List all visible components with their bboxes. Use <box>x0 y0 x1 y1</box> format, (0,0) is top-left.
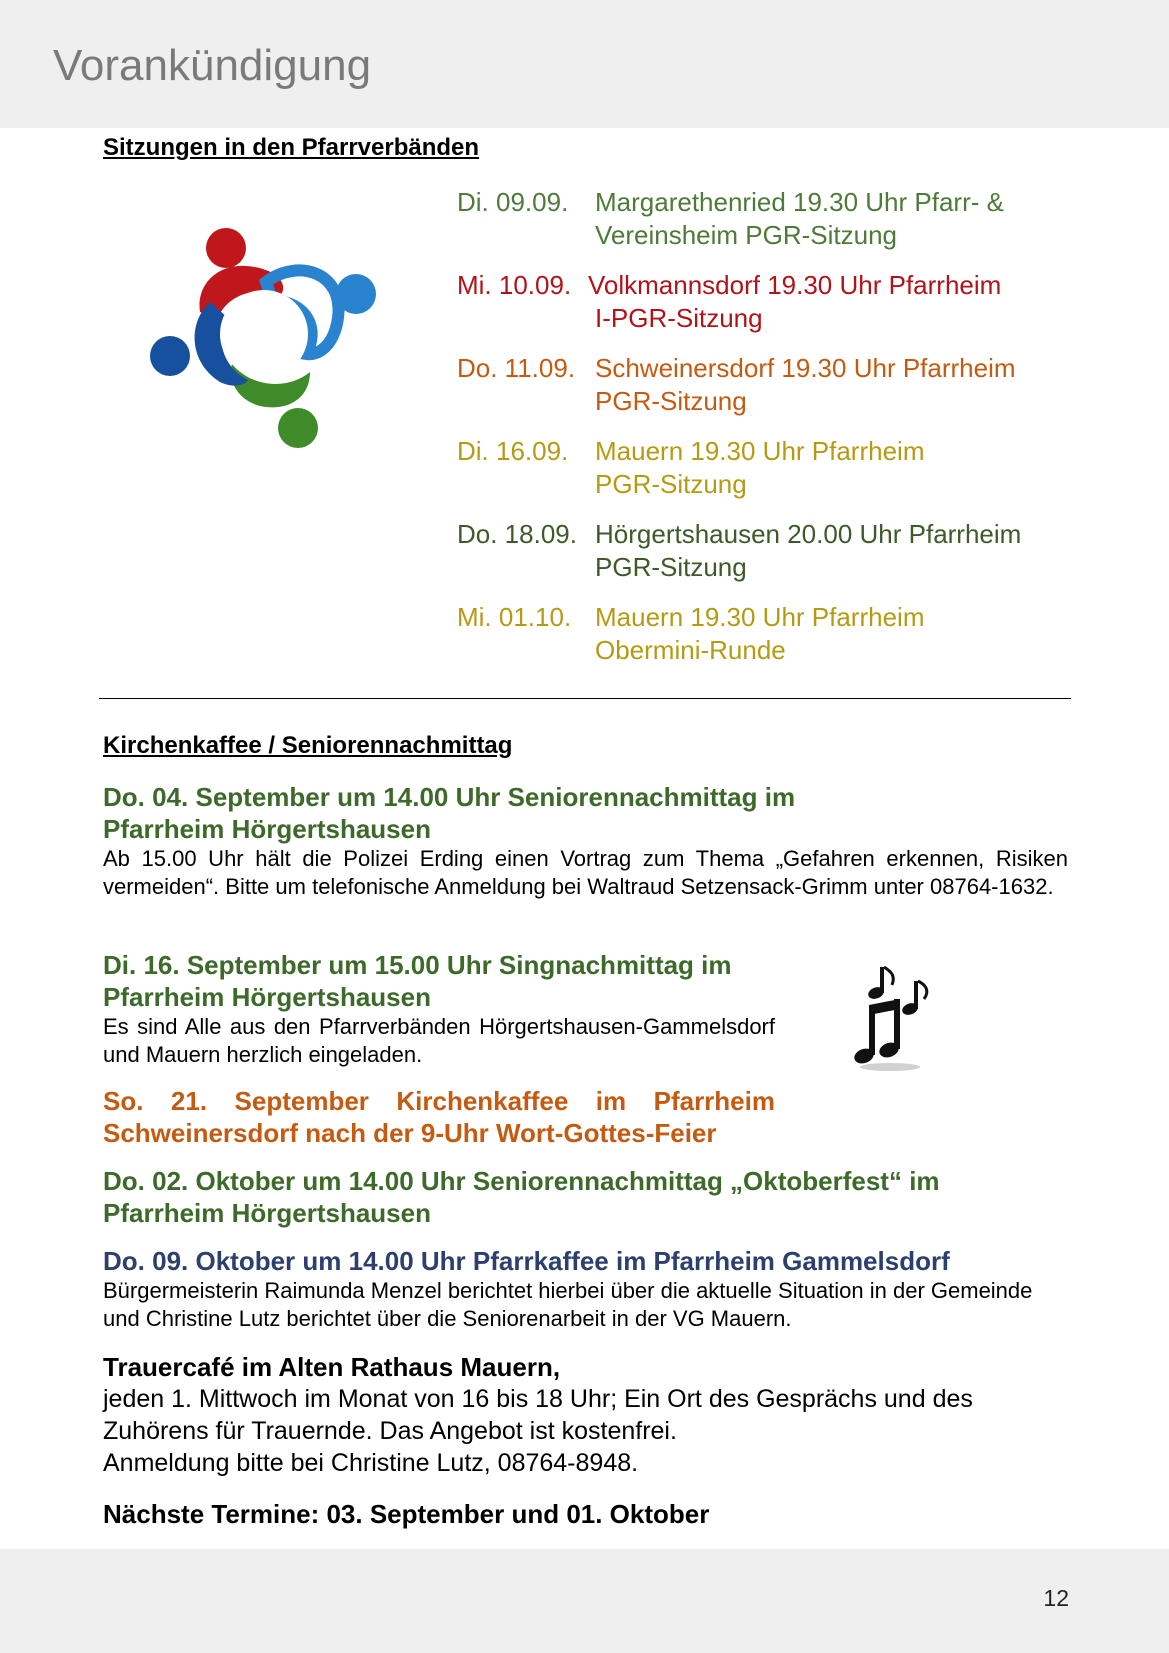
session-date: Mi. 10.09. <box>457 270 572 300</box>
event-text: Anmeldung bitte bei Christine Lutz, 08764-8948. <box>103 1449 639 1477</box>
sessions-heading: Sitzungen in den Pfarrverbänden <box>103 134 480 161</box>
session-line: I-PGR-Sitzung <box>595 303 763 333</box>
session-line: Margarethenried 19.30 Uhr Pfarr- & <box>595 187 1004 217</box>
session-date: Do. 18.09. <box>457 519 577 549</box>
event-title-line: Pfarrheim Hörgertshausen <box>103 982 431 1012</box>
list-item <box>457 269 1097 335</box>
event-text: Ab 15.00 Uhr hält die Polizei Erding einen Vortrag zum Thema „Gefahren erkennen, Risiken vermeiden“. Bitte um telefonische Anmeldung bei Waltraud Setzensack-Grimm unter 08764-1632. <box>103 846 1068 899</box>
session-description <box>588 269 1097 335</box>
event-title <box>103 949 775 1013</box>
session-line: Schweinersdorf 19.30 Uhr Pfarrheim <box>595 353 1016 383</box>
event-text: jeden 1. Mittwoch im Monat von 16 bis 18 Uhr; Ein Ort des Gesprächs und des Zuhörens für Trauernde. Das Angebot ist kostenfrei. <box>103 1385 973 1445</box>
music-notes-icon <box>844 961 934 1076</box>
page-title: Vorankündigung <box>53 41 372 90</box>
event-item <box>103 1085 775 1149</box>
event-title: Nächste Termine: 03. September und 01. Oktober <box>103 1499 710 1529</box>
event-item <box>103 1351 1068 1479</box>
event-item <box>103 1245 1068 1333</box>
event-text: Bürgermeisterin Raimunda Menzel berichtet hierbei über die aktuelle Situation in der Gemeinde und Christine Lutz berichtet über die Seniorenarbeit in der VG Mauern. <box>103 1278 1033 1331</box>
session-description <box>595 601 1097 667</box>
event-text: Es sind Alle aus den Pfarrverbänden Hörgertshausen-Gammelsdorf und Mauern herzlich eingeladen. <box>103 1014 775 1067</box>
events-heading: Kirchenkaffee / Seniorennachmittag <box>103 732 513 759</box>
page-number: 12 <box>1043 1585 1069 1611</box>
list-item <box>457 601 1097 667</box>
sessions-list <box>457 186 1097 684</box>
people-circle-icon <box>148 222 380 454</box>
session-line: Volkmannsdorf 19.30 Uhr Pfarrheim <box>588 270 1002 300</box>
session-description <box>595 352 1097 418</box>
event-item <box>103 781 1068 901</box>
event-title-line: Do. 02. Oktober um 14.00 Uhr Seniorennachmittag „Oktoberfest“ im <box>103 1166 940 1196</box>
session-description <box>595 518 1097 584</box>
event-title <box>103 781 1068 845</box>
list-item <box>457 186 1097 252</box>
event-item <box>103 1498 1068 1530</box>
session-description <box>595 435 1097 501</box>
event-title: So. 21. September Kirchenkaffee im Pfarrheim Schweinersdorf nach der 9-Uhr Wort-Gottes-Feier <box>103 1086 775 1148</box>
list-item <box>457 518 1097 584</box>
event-title-line: Di. 16. September um 15.00 Uhr Singnachmittag im <box>103 950 732 980</box>
list-item <box>457 435 1097 501</box>
event-title: Trauercafé im Alten Rathaus Mauern, <box>103 1352 561 1382</box>
event-title-line: Pfarrheim Hörgertshausen <box>103 814 431 844</box>
session-line: Mauern 19.30 Uhr Pfarrheim <box>595 436 925 466</box>
list-item <box>457 352 1097 418</box>
session-line: PGR-Sitzung <box>595 386 747 416</box>
event-title <box>103 1165 1068 1229</box>
divider <box>99 698 1071 699</box>
session-date: Di. 16.09. <box>457 436 569 466</box>
event-title-line: Do. 04. September um 14.00 Uhr Seniorennachmittag im <box>103 782 796 812</box>
session-date: Do. 11.09. <box>457 353 576 383</box>
session-description <box>595 186 1097 252</box>
session-line: Obermini-Runde <box>595 635 786 665</box>
session-date: Di. 09.09. <box>457 187 569 217</box>
session-line: PGR-Sitzung <box>595 552 747 582</box>
event-title: Do. 09. Oktober um 14.00 Uhr Pfarrkaffee im Pfarrheim Gammelsdorf <box>103 1246 950 1276</box>
session-line: Vereinsheim PGR-Sitzung <box>595 220 898 250</box>
event-title-line: Pfarrheim Hörgertshausen <box>103 1198 431 1228</box>
event-item <box>103 1165 1068 1229</box>
session-date: Mi. 01.10. <box>457 602 572 632</box>
session-line: PGR-Sitzung <box>595 469 747 499</box>
footer-band <box>0 1549 1169 1653</box>
session-line: Mauern 19.30 Uhr Pfarrheim <box>595 602 925 632</box>
session-line: Hörgertshausen 20.00 Uhr Pfarrheim <box>595 519 1022 549</box>
event-item <box>103 949 775 1069</box>
